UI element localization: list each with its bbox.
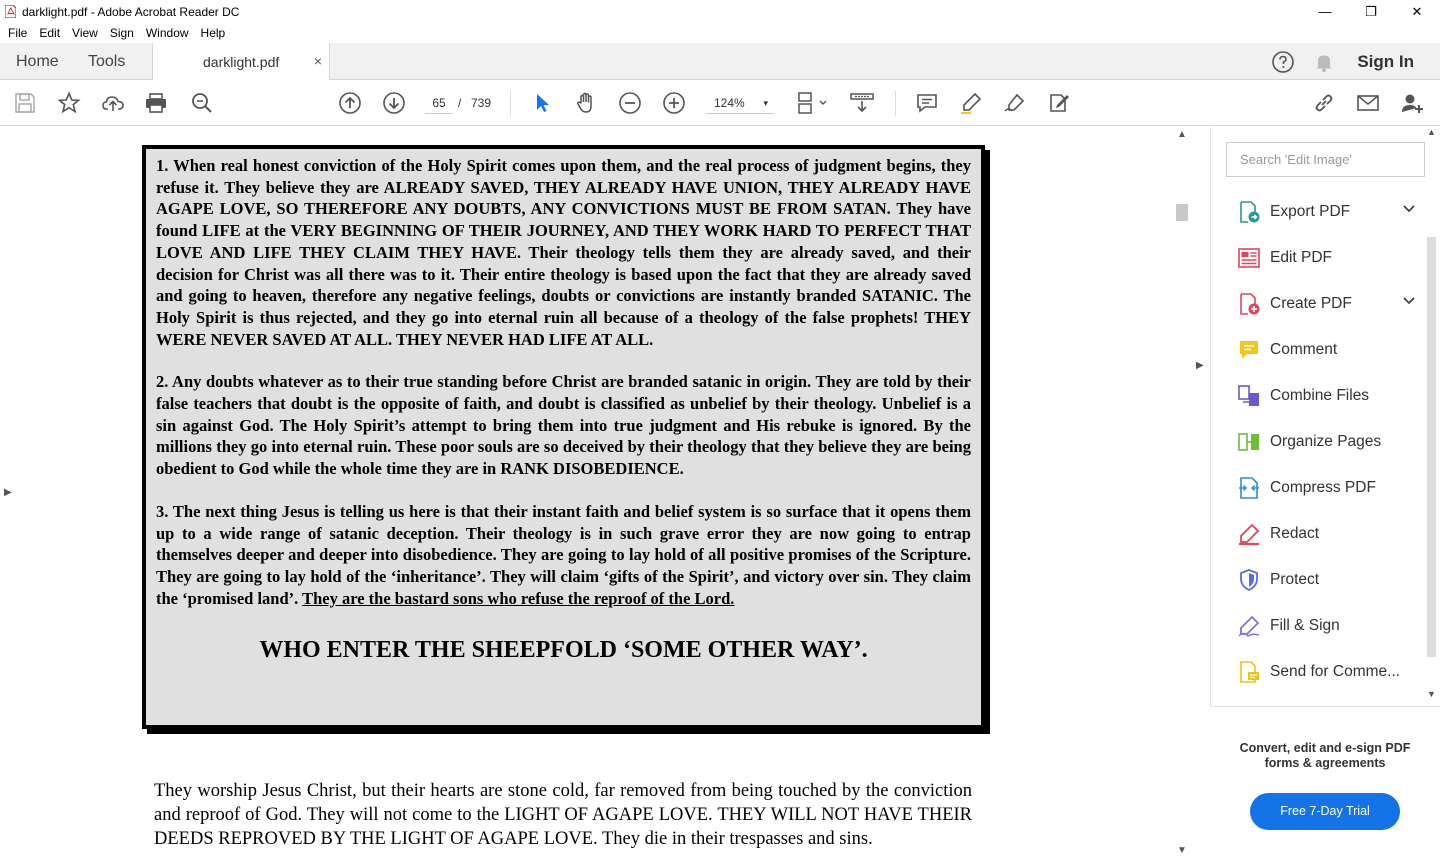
save-icon[interactable] (13, 91, 37, 115)
paragraph-2: 2. Any doubts whatever as to their true standing before Christ are branded satanic in origin. They are told by their false teachers that doubt is the opposite of faith, and doubt is classified as unbelief by their theology. Unbelief is a sin against God. The Holy Spirit’s attempt to bring them into true judgment and His rebuke is ignored. By the millions they go into eternal ruin. These poor souls are so deceived by their theology that they believe they are being obedient to God while the whole time they are in RANK DISOBEDIENCE. (156, 372, 971, 479)
menu-file[interactable]: File (8, 26, 28, 40)
tools-list (1211, 189, 1426, 695)
add-user-icon[interactable] (1400, 91, 1424, 115)
scrollbar-thumb[interactable] (1427, 237, 1436, 657)
tool-label: Organize Pages (1270, 433, 1382, 450)
page-separator: / (458, 96, 462, 110)
tool-organize-pages[interactable] (1211, 419, 1426, 465)
document-tab-label: darklight.pdf (203, 53, 280, 70)
share-edit-icon[interactable] (1047, 91, 1071, 115)
tool-protect[interactable] (1211, 557, 1426, 603)
tab-document[interactable] (152, 43, 330, 80)
tool-compress-pdf[interactable] (1211, 465, 1426, 511)
tool-label: Combine Files (1270, 387, 1370, 404)
print-icon[interactable] (144, 91, 168, 115)
section-heading: WHO ENTER THE SHEEPFOLD ‘SOME OTHER WAY’. (259, 637, 868, 664)
create-pdf-icon (1236, 291, 1262, 317)
tool-comment[interactable] (1211, 327, 1426, 373)
menu-window[interactable]: Window (145, 26, 189, 40)
tool-label: Send for Comme... (1270, 663, 1401, 680)
minimize-button[interactable]: — (1318, 4, 1332, 19)
tool-combine-files[interactable] (1211, 373, 1426, 419)
chevron-down-icon: ▾ (763, 98, 768, 108)
zoom-out-icon[interactable] (618, 91, 642, 115)
zoom-level-select[interactable] (706, 92, 774, 114)
tool-label: Export PDF (1270, 203, 1351, 220)
scroll-down-icon[interactable]: ▼ (1427, 689, 1436, 699)
select-cursor-icon[interactable] (530, 91, 554, 115)
close-window-button[interactable]: ✕ (1411, 3, 1423, 19)
organize-pages-icon (1236, 429, 1262, 455)
boxed-section (142, 145, 985, 729)
export-pdf-icon (1236, 199, 1262, 225)
menu-edit[interactable]: Edit (39, 26, 61, 40)
body-paragraph: They worship Jesus Christ, but their hearts are stone cold, far removed from being touched by the conviction and reproof of God. They will not come to the LIGHT OF AGAPE LOVE. THEY WILL NOT HAVE THEIR DEEDS REPROVED BY THE LIGHT OF AGAPE LOVE. They die in their trespasses and sins. (154, 781, 972, 849)
toolbar-divider (895, 90, 896, 116)
title-bar (0, 0, 1440, 23)
acrobat-app-icon (5, 5, 16, 18)
read-mode-icon[interactable] (850, 91, 874, 115)
paragraph-3-text: 3. The next thing Jesus is telling us here is that their instant faith and belief system is so surface that it opens them up to a wide range of satanic deception. Their theology is in such grave error they are now going to entrap themselves deeper and deeper into disobedience. They are going to lay hold of all positive promises of the Scripture. They are going to lay hold of the ‘inheritance’. They will claim ‘gifts of the Spirit’, and victory over sin. They claim the ‘promised land’. (156, 501, 971, 608)
right-panel-collapse-icon[interactable]: ▶ (1196, 360, 1204, 371)
tool-redact[interactable] (1211, 511, 1426, 557)
tools-panel-scrollbar[interactable] (1425, 127, 1440, 707)
help-icon[interactable] (1271, 50, 1295, 74)
combine-files-icon (1236, 383, 1262, 409)
free-trial-button[interactable]: Free 7-Day Trial (1250, 793, 1400, 830)
document-scrollbar[interactable] (1173, 127, 1191, 860)
page-layout-icon[interactable] (796, 91, 830, 115)
compress-pdf-icon (1236, 475, 1262, 501)
menu-bar (0, 23, 1440, 43)
tool-label: Comment (1270, 341, 1338, 358)
sign-in-button[interactable]: Sign In (1357, 51, 1414, 71)
highlight-pen-icon[interactable] (959, 91, 983, 115)
chevron-down-icon[interactable] (1402, 295, 1416, 309)
left-panel-toggle-icon[interactable]: ▶ (4, 487, 12, 498)
draw-sign-icon[interactable] (1003, 91, 1027, 115)
tools-search-input[interactable]: Search 'Edit Image' (1226, 142, 1425, 177)
tool-label: Protect (1270, 571, 1320, 588)
share-link-icon[interactable] (1312, 91, 1336, 115)
bookmark-star-icon[interactable] (57, 91, 81, 115)
edit-pdf-icon (1236, 245, 1262, 271)
tool-label: Edit PDF (1270, 249, 1333, 266)
close-tab-icon[interactable]: × (313, 53, 322, 69)
chevron-down-icon[interactable] (1402, 203, 1416, 217)
previous-page-icon[interactable] (338, 91, 362, 115)
tab-bar (0, 43, 1440, 80)
paragraph-1: 1. When real honest conviction of the Holy Spirit comes upon them, and the real process of judgment begins, they refuse it. They believe they are ALREADY SAVED, THEY ALREADY HAVE UNION, THEY ALREADY HAVE AGAPE LOVE, SO THEREFORE ANY DOUBTS, ANY CONVICTIONS MUST BE FROM SATAN. They have found LIFE at the VERY BEGINNING OF THEIR JOURNEY, AND THEY WORK HARD TO PERFECT THAT LOVE AND LIFE THEY CLAIM THEY HAVE. Their theology tells them they are already saved, and their decision for Christ was all there was to it. Their entire theology is based upon the fact that they are already saved and going to heaven, therefore any negative feelings, doubts or convictions are instantly branded SATANIC. The Holy Spirit is thus rejected, and they go into eternal ruin all because of a theology of the false prophets! THEY WERE NEVER SAVED AT ALL. THEY NEVER HAD LIFE AT ALL. (156, 156, 971, 349)
tool-fill-sign[interactable] (1211, 603, 1426, 649)
next-page-icon[interactable] (382, 91, 406, 115)
menu-sign[interactable]: Sign (109, 26, 134, 40)
upload-cloud-icon[interactable] (101, 91, 125, 115)
comment-icon[interactable] (915, 91, 939, 115)
tab-home[interactable]: Home (16, 52, 59, 70)
fill-sign-icon (1236, 613, 1262, 639)
maximize-button[interactable]: ❐ (1365, 3, 1377, 19)
notifications-bell-icon[interactable] (1313, 51, 1335, 73)
tool-label: Create PDF (1270, 295, 1352, 312)
menu-view[interactable]: View (72, 26, 98, 40)
page-total: 739 (471, 96, 492, 110)
window-title: darklight.pdf - Adobe Acrobat Reader DC (22, 4, 240, 19)
tool-send-for-comment[interactable] (1211, 649, 1426, 695)
page-number-input[interactable]: 65 (425, 92, 453, 114)
toolbar-divider (510, 90, 511, 116)
menu-help[interactable]: Help (200, 26, 226, 40)
toolbar (0, 80, 1440, 126)
paragraph-3 (156, 501, 971, 610)
email-icon[interactable] (1356, 91, 1380, 115)
tool-label: Compress PDF (1270, 479, 1376, 496)
scroll-down-icon[interactable]: ▼ (1177, 845, 1187, 856)
paragraph-3-underlined: They are the bastard sons who refuse the reproof of the Lord. (302, 588, 735, 608)
comment-icon (1236, 337, 1262, 363)
protect-icon (1236, 567, 1262, 593)
redact-icon (1236, 521, 1262, 547)
tool-edit-pdf[interactable] (1211, 235, 1426, 281)
hand-tool-icon[interactable] (574, 91, 598, 115)
send-for-comment-icon (1236, 659, 1262, 685)
find-zoom-icon[interactable] (190, 91, 214, 115)
zoom-in-icon[interactable] (662, 91, 686, 115)
tool-create-pdf[interactable] (1211, 281, 1426, 327)
zoom-level-value: 124% (714, 96, 745, 110)
tool-export-pdf[interactable] (1211, 189, 1426, 235)
tab-tools[interactable]: Tools (88, 52, 126, 70)
promo-text: Convert, edit and e-sign PDF forms & agreements (1239, 741, 1411, 770)
document-view[interactable] (0, 127, 1191, 860)
trial-promo (1210, 706, 1440, 860)
scroll-up-icon[interactable]: ▲ (1427, 127, 1436, 137)
scroll-up-icon[interactable]: ▲ (1177, 129, 1187, 140)
scrollbar-thumb[interactable] (1176, 204, 1188, 221)
tool-label: Redact (1270, 525, 1320, 542)
tool-label: Fill & Sign (1270, 617, 1340, 634)
